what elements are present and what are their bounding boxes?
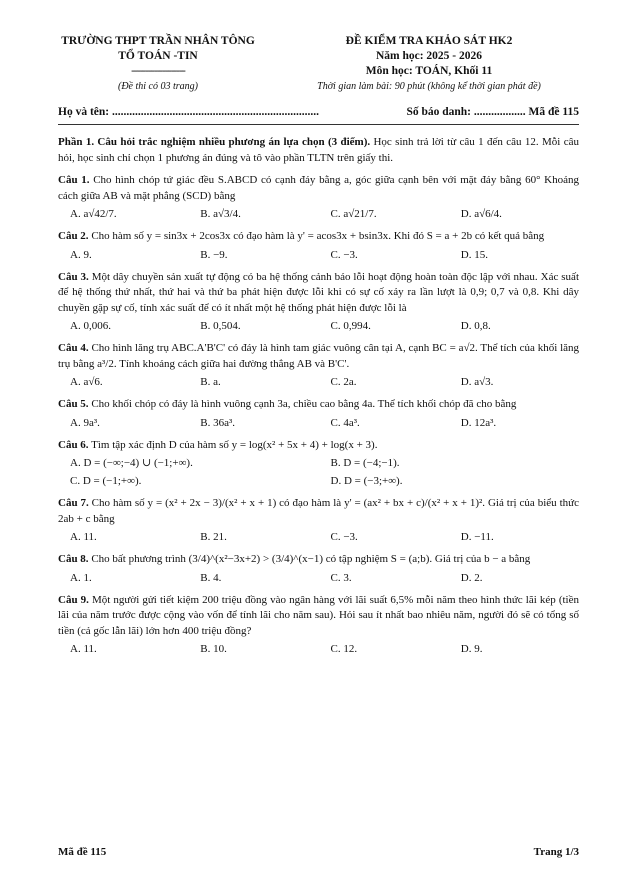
question-8 — [58, 552, 579, 586]
question-text: Cho hàm số y = (x² + 2x − 3)/(x² + x + 1) có đạo hàm là y' = (ax² + bx + c)/(x² + x + 1)². Giá trị của biểu thức 2ab + c bằng — [58, 497, 579, 525]
answer-option-a: A. 9a³. — [70, 416, 100, 429]
answer-option-a: A. 1. — [70, 571, 92, 584]
question-label: Câu 2. — [58, 230, 89, 242]
answer-option-a: A. 11. — [70, 643, 97, 655]
question-6 — [58, 438, 579, 490]
answer-options — [58, 530, 579, 545]
answer-option-c: C. 4a³. — [330, 416, 360, 429]
answer-option-a: A. D = (−∞;−4) ∪ (−1;+∞). — [70, 457, 193, 469]
answer-options — [58, 248, 579, 263]
footer-exam-code: Mã đề 115 — [58, 846, 107, 858]
answer-option-d: D. 9. — [460, 643, 483, 655]
answer-option-c: C. 0,994. — [330, 320, 371, 332]
answer-option-c: C. 2a. — [330, 376, 357, 388]
answer-options — [58, 416, 579, 431]
part1-intro: Học sinh trả lời từ câu 1 đến câu 12. Mỗi câu hỏi, học sinh chỉ chọn 1 phương án đúng và tô vào phần TLTN trên giấy thi. — [58, 136, 579, 164]
pages-note: (Đề thi có 03 trang) — [118, 81, 198, 92]
answer-option-b: B. 4. — [200, 571, 222, 584]
answer-options — [58, 319, 579, 334]
answer-option-a: A. a√6. — [70, 376, 103, 388]
question-text: Một người gửi tiết kiệm 200 triệu đồng vào ngân hàng với lãi suất 6,5% mỗi năm theo hình thức lãi kép (tiền lãi của năm trước được cộng vào vốn để tính lãi cho năm sau). Hỏi sau ít nhất bao nhiêu năm, người đó sẽ có tổng số tiền (cả gốc lẫn lãi) lớn hơn 400 triệu đồng? — [58, 593, 579, 637]
question-stem — [58, 397, 579, 413]
time-line: Thời gian làm bài: 90 phút (không kể thời gian phát đề) — [317, 81, 541, 92]
question-stem — [58, 173, 579, 204]
answer-option-b: B. 21. — [200, 531, 227, 543]
answer-option-a: A. 0,006. — [70, 320, 111, 332]
separator-dashes: ------------------- — [131, 65, 185, 77]
question-label: Câu 9. — [58, 593, 89, 606]
candidate-id-field: Số báo danh: .................. Mã đề 115 — [406, 106, 579, 118]
answer-option-b: B. 10. — [200, 643, 227, 655]
answer-option-d: D. a√6/4. — [460, 208, 502, 220]
answer-option-a: A. 11. — [70, 531, 97, 543]
page-footer — [58, 846, 579, 858]
question-label: Câu 5. — [58, 398, 89, 410]
answer-option-d: D. 2. — [460, 571, 483, 584]
question-text: Cho khối chóp có đáy là hình vuông cạnh 3a, chiều cao bằng 4a. Thể tích khối chóp đã cho bằng — [88, 398, 517, 410]
question-stem — [58, 552, 579, 568]
question-text: Cho bất phương trình (3/4)^(x²−3x+2) > (3/4)^(x−1) có tập nghiệm S = (a;b). Giá trị của b − a bằng — [88, 553, 531, 565]
answer-option-d: D. 15. — [460, 248, 488, 261]
exam-info-block — [279, 34, 579, 94]
question-4 — [58, 341, 579, 390]
school-name: TRƯỜNG THPT TRẦN NHÂN TÔNG — [61, 35, 255, 47]
answer-options — [58, 375, 579, 390]
question-label: Câu 4. — [58, 342, 89, 354]
question-stem — [58, 593, 579, 640]
subject-line: Môn học: TOÁN, Khối 11 — [365, 65, 493, 77]
answer-option-d: D. 12a³. — [460, 416, 497, 429]
answer-option-b: B. −9. — [200, 248, 228, 261]
question-text: Một dây chuyền sản xuất tự động có ba hệ thống cảnh báo lỗi hoạt động hoàn toàn độc lập với nhau. Xác suất để hệ thống thứ nhất, thứ hai và thứ ba phát hiện được lỗi khi có sự cố xảy ra lần lượt là 0,9; 0,7 và 0,8. Khi dây chuyền gặp sự cố, tính xác suất để có ít nhất một hệ thống phát hiện được lỗi là — [58, 270, 579, 314]
question-label: Câu 6. — [58, 438, 89, 451]
answer-option-b: B. a√3/4. — [200, 208, 241, 220]
question-text: Cho hàm số y = sin3x + 2cos3x có đạo hàm là y' = acos3x + bsin3x. Khi đó S = a + 2b có kết quả bằng — [88, 230, 545, 242]
answer-option-c: C. 12. — [330, 643, 358, 655]
answer-option-b: B. a. — [200, 376, 221, 388]
school-block — [58, 34, 258, 94]
question-label: Câu 7. — [58, 497, 89, 509]
answer-option-d: D. −11. — [460, 531, 494, 543]
exam-title: ĐỀ KIỂM TRA KHẢO SÁT HK2 — [345, 35, 513, 47]
question-label: Câu 1. — [58, 174, 90, 186]
question-stem — [58, 270, 579, 317]
part1-title: Phần 1. Câu hỏi trắc nghiệm nhiều phương án lựa chọn (3 điểm). — [58, 136, 371, 148]
question-list — [58, 173, 579, 657]
question-label: Câu 3. — [58, 270, 89, 283]
answer-options — [58, 456, 579, 471]
candidate-line — [58, 106, 579, 118]
footer-page-number: Trang 1/3 — [533, 846, 579, 858]
question-9 — [58, 593, 579, 658]
answer-option-b: B. 36a³. — [200, 416, 236, 429]
answer-option-c: C. D = (−1;+∞). — [70, 475, 142, 487]
answer-option-b: B. 0,504. — [200, 320, 241, 332]
answer-options — [58, 207, 579, 222]
question-stem — [58, 496, 579, 527]
department-name: TỔ TOÁN -TIN — [118, 50, 198, 62]
answer-option-d: D. 0,8. — [460, 320, 491, 332]
answer-options — [58, 474, 579, 489]
answer-option-d: D. D = (−3;+∞). — [330, 475, 403, 487]
question-7 — [58, 496, 579, 545]
question-text: Cho hình lăng trụ ABC.A'B'C' có đáy là hình tam giác vuông cân tại A, cạnh BC = a√2. Thể tích của khối lăng trụ bằng a³/2. Tính khoảng cách giữa hai đường thẳng AB và B'C'. — [58, 342, 580, 370]
part1-instructions — [58, 135, 579, 166]
answer-option-c: C. a√21/7. — [330, 208, 377, 220]
answer-option-a: A. 9. — [70, 248, 92, 261]
question-5 — [58, 397, 579, 431]
exam-header — [58, 34, 579, 94]
answer-option-b: B. D = (−4;−1). — [330, 457, 400, 469]
answer-options — [58, 571, 579, 586]
header-rule — [58, 124, 579, 125]
answer-options — [58, 642, 579, 657]
exam-code: Mã đề 115 — [528, 106, 579, 118]
question-text: Tìm tập xác định D của hàm số y = log(x² + 5x + 4) + log(x + 3). — [88, 438, 378, 451]
question-stem — [58, 229, 579, 245]
answer-option-c: C. −3. — [330, 248, 358, 261]
school-year: Năm học: 2025 - 2026 — [375, 50, 483, 62]
question-stem — [58, 438, 579, 454]
question-text: Cho hình chóp tứ giác đều S.ABCD có cạnh đáy bằng a, góc giữa cạnh bên với mặt đáy bằng 60° Khoảng cách giữa AB và mặt phẳng (SCD) bằng — [58, 174, 580, 202]
answer-option-d: D. a√3. — [460, 376, 494, 388]
answer-option-c: C. 3. — [330, 571, 352, 584]
question-1 — [58, 173, 579, 222]
question-label: Câu 8. — [58, 553, 89, 565]
question-3 — [58, 270, 579, 335]
question-stem — [58, 341, 579, 372]
answer-option-a: A. a√42/7. — [70, 208, 117, 220]
candidate-name-field: Họ và tên: ........................................................................ — [58, 106, 319, 118]
question-2 — [58, 229, 579, 263]
answer-option-c: C. −3. — [330, 531, 358, 543]
